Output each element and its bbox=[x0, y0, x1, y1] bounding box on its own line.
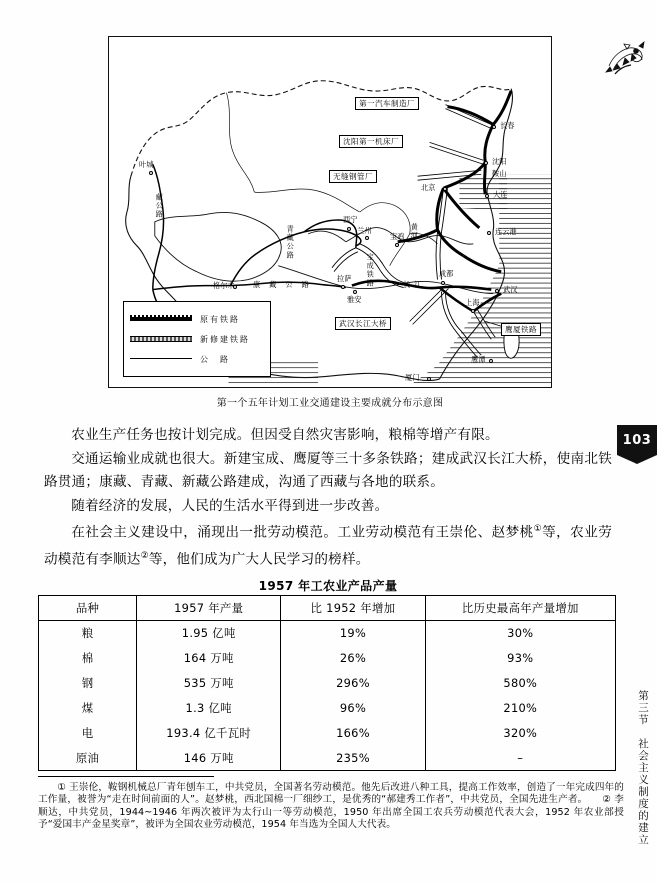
paragraph-living-standard: 随着经济的发展，人民的生活水平得到进一步改善。 bbox=[71, 497, 389, 514]
legend-key-highway bbox=[130, 354, 192, 364]
cell-increase-1952: 296% bbox=[281, 671, 425, 696]
table-header-category: 品种 bbox=[39, 596, 137, 621]
cell-output: 1.95 亿吨 bbox=[137, 621, 281, 646]
callout-wuhan-yangtze-bridge: 武汉长江大桥 bbox=[335, 317, 391, 330]
cell-category: 原油 bbox=[39, 746, 137, 771]
dragon-ornament bbox=[603, 36, 647, 82]
city-dot-shenyang bbox=[484, 161, 488, 165]
city-dot-dalian bbox=[485, 194, 489, 198]
cell-increase-1952: 19% bbox=[281, 621, 425, 646]
map-figure bbox=[108, 36, 552, 409]
city-label-shenyang: 沈阳 bbox=[492, 157, 507, 166]
legend-row-highway bbox=[130, 349, 264, 369]
city-label-chengdu: 雅安 bbox=[347, 295, 362, 304]
legend-label-new-railway: 新修建铁路 bbox=[200, 334, 250, 344]
table-row bbox=[39, 721, 616, 746]
city-label-xining: 西宁 bbox=[343, 215, 358, 224]
footnote-marker-1: ① bbox=[533, 524, 543, 534]
route-label-kangzang-highway: 康藏公路 bbox=[253, 280, 318, 289]
callout-seamless-steel-pipe: 无缝钢管厂 bbox=[329, 170, 377, 183]
cell-increase-record: – bbox=[425, 746, 615, 771]
city-dot-chengdu bbox=[353, 290, 357, 294]
cell-increase-1952: 96% bbox=[281, 696, 425, 721]
city-label-yingtan: 上海 bbox=[465, 298, 480, 307]
cell-increase-record: 580% bbox=[425, 671, 615, 696]
footnote-divider bbox=[38, 776, 214, 777]
city-label-lanzhou: 兰州 bbox=[357, 226, 372, 235]
page-number-tab bbox=[617, 425, 657, 455]
cell-category: 棉 bbox=[39, 646, 137, 671]
paragraph-labor-models bbox=[44, 518, 612, 572]
callout-yingxia-railway: 鹰厦铁路 bbox=[501, 323, 541, 336]
city-label-lhasa: 格尔木 bbox=[213, 281, 235, 290]
city-label-anshan: 鞍山 bbox=[492, 169, 507, 178]
city-dot-beijing bbox=[443, 187, 447, 191]
city-dot-baoji bbox=[395, 243, 399, 247]
map-legend bbox=[123, 301, 271, 377]
city-dot-yingtan bbox=[471, 309, 475, 313]
cell-output: 146 万吨 bbox=[137, 746, 281, 771]
table-header-increase-vs-1952: 比 1952 年增加 bbox=[281, 596, 425, 621]
cell-increase-1952: 235% bbox=[281, 746, 425, 771]
callout-shenyang-machine-tool: 沈阳第一机床厂 bbox=[339, 135, 403, 148]
cell-increase-record: 93% bbox=[425, 646, 615, 671]
page-number: 103 bbox=[622, 432, 652, 448]
city-dot-xiamen bbox=[489, 359, 493, 363]
river-label-yellow: 黄河 bbox=[410, 223, 420, 241]
labor-text-part1: 在社会主义建设中，涌现出一批劳动模范。工业劳动模范有王崇伦、赵梦桃 bbox=[71, 524, 534, 541]
city-dot-yecheng bbox=[149, 171, 153, 175]
cell-increase-record: 210% bbox=[425, 696, 615, 721]
legend-row-original-railway bbox=[130, 309, 264, 329]
table-header-increase-vs-record: 比历史最高年产量增加 bbox=[425, 596, 615, 621]
legend-key-original-railway bbox=[130, 314, 192, 324]
table-row bbox=[39, 646, 616, 671]
labor-text-part3: 等，他们成为广大人民学习的榜样。 bbox=[148, 551, 370, 568]
map-frame bbox=[108, 36, 552, 388]
table-header-output-1957: 1957 年产量 bbox=[137, 596, 281, 621]
table-header-row bbox=[39, 596, 616, 621]
city-label-yaan: 拉萨 bbox=[337, 274, 352, 283]
cell-category: 煤 bbox=[39, 696, 137, 721]
city-label-changchun: 长春 bbox=[500, 121, 515, 130]
paragraph-transport: 交通运输业成就也很大。新建宝成、鹰厦等三十多条铁路；建成武汉长江大桥，使南北铁路贯通；康藏、青藏、新藏公路建成，沟通了西藏与各地的联系。 bbox=[44, 450, 612, 490]
city-dot-lianyungang bbox=[487, 231, 491, 235]
table-row bbox=[39, 746, 616, 771]
city-label-shanghai: 武汉 bbox=[503, 285, 518, 294]
city-label-dalian: 大连 bbox=[493, 190, 508, 199]
section-title-vertical: 第三节 社会主义制度的建立 bbox=[637, 690, 649, 846]
footnotes bbox=[38, 782, 624, 831]
city-dot-yaan bbox=[341, 285, 345, 289]
footnote-text: ① 王崇伦，鞍钢机械总厂青年刨车工，中共党员，全国著名劳动模范。他先后改进八种工具，提高工作效率，创造了一年完成四年的工作量，被誉为“走在时间前面的人”。赵梦桃，西北国棉一厂细纱工，是优秀的“郝建秀工作者”，中共党员，全国先进生产者。 ② 李顺达，中共党员，1944~1946 年两次被评为太行山一等劳动模范，1950 年出席全国工农兵劳动模范代表大会，1952 年农业部授予“爱国丰产金星奖章”，被评为全国农业劳动模范，1954 年当选为全国人大代表。 bbox=[38, 782, 624, 830]
cell-increase-record: 320% bbox=[425, 721, 615, 746]
labor-text-part2: 等，农业劳动模范有李顺达 bbox=[44, 524, 612, 568]
cell-output: 164 万吨 bbox=[137, 646, 281, 671]
figure-caption: 第一个五年计划工业交通建设主要成就分布示意图 bbox=[216, 398, 444, 409]
route-label-baocheng-railway: 宝成铁路 bbox=[366, 253, 376, 288]
cell-increase-record: 30% bbox=[425, 621, 615, 646]
city-dot-guangzhou bbox=[427, 377, 431, 381]
city-dot-shanghai bbox=[495, 289, 499, 293]
table-row bbox=[39, 671, 616, 696]
city-label-guangzhou: 厦门 bbox=[405, 373, 420, 382]
route-label-golmud: 青藏公路 bbox=[286, 225, 296, 260]
city-label-beijing: 北京 bbox=[421, 183, 436, 192]
legend-label-original-railway: 原有铁路 bbox=[200, 314, 240, 324]
city-label-wuhan: 成都 bbox=[439, 269, 454, 278]
production-table bbox=[38, 595, 616, 771]
city-label-baoji: 宝鸡 bbox=[390, 232, 405, 241]
legend-label-highway: 公 路 bbox=[200, 354, 230, 364]
legend-row-new-railway bbox=[130, 329, 264, 349]
cell-increase-1952: 166% bbox=[281, 721, 425, 746]
cell-category: 电 bbox=[39, 721, 137, 746]
footnote-marker-2: ② bbox=[140, 551, 149, 562]
table-row bbox=[39, 696, 616, 721]
table-row bbox=[39, 621, 616, 646]
city-dot-wuhan bbox=[441, 281, 445, 285]
city-label-xiamen: 鹰潭 bbox=[471, 355, 486, 364]
callout-changchun-auto: 第一汽车制造厂 bbox=[355, 97, 419, 110]
city-label-yecheng: 叶城 bbox=[139, 160, 154, 169]
city-dot-changchun bbox=[492, 125, 496, 129]
cell-category: 粮 bbox=[39, 621, 137, 646]
body-text bbox=[44, 424, 612, 572]
cell-output: 193.4 亿千瓦时 bbox=[137, 721, 281, 746]
river-label-yangtze: 长江 bbox=[403, 280, 426, 289]
cell-output: 535 万吨 bbox=[137, 671, 281, 696]
city-dot-lanzhou bbox=[365, 236, 369, 240]
legend-key-new-railway bbox=[130, 334, 192, 344]
cell-output: 1.3 亿吨 bbox=[137, 696, 281, 721]
paragraph-agriculture: 农业生产任务也按计划完成。但因受自然灾害影响，粮棉等增产有限。 bbox=[71, 427, 499, 443]
route-label-xinzang-highway: 藏公路 bbox=[155, 193, 165, 220]
city-label-lianyungang: 连云港 bbox=[495, 227, 517, 236]
cell-increase-1952: 26% bbox=[281, 646, 425, 671]
table-title: 1957 年工农业产品产量 bbox=[258, 579, 398, 593]
city-dot-xining bbox=[347, 227, 351, 231]
cell-category: 钢 bbox=[39, 671, 137, 696]
